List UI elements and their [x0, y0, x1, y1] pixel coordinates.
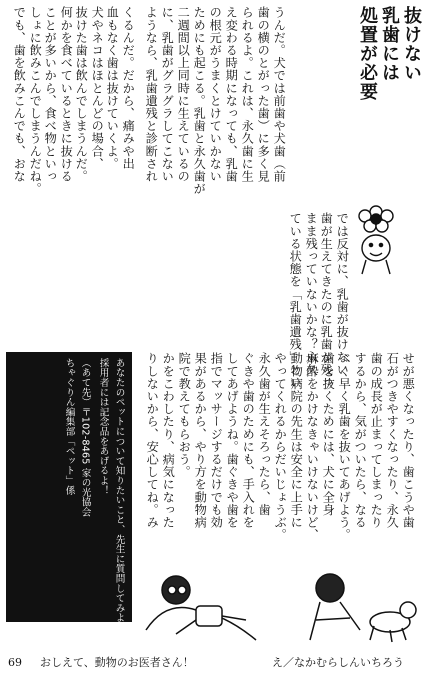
notice-line: （あて先）〒102-8465 家の光協会: [79, 358, 91, 517]
text-column: せが悪くなったり、歯こうや歯: [401, 352, 416, 529]
girl-with-glasses-illustration: [136, 560, 266, 650]
text-column: ことが多いから、食べ物といっ: [43, 6, 58, 183]
notice-line: 採用者には記念品をあげるよ！: [97, 358, 109, 496]
heading-line: 処置が必要: [357, 6, 378, 101]
text-column: りしないから、安心してね。み: [145, 352, 160, 529]
text-column: するから、気がついたら、なる: [353, 352, 368, 529]
text-column: ようなら、乳歯遺残と診断され: [144, 6, 159, 183]
text-column: ている状態を「乳歯遺残」とい: [288, 212, 303, 389]
heading-line: 抜けない: [401, 6, 422, 82]
text-column: 二週間以上同時に生えているの: [176, 6, 191, 183]
text-column: でも、歯を飲みこんでも、おな: [12, 6, 27, 183]
flower-character-illustration: [336, 198, 416, 278]
text-column: 院で教えてもらおう。: [177, 352, 192, 478]
text-column: 麻酔をかけなきゃいけないけど、: [305, 352, 320, 541]
notice-line: ちゃぐりん編集部「ペット」係: [63, 358, 75, 496]
page-number: 69: [8, 656, 22, 669]
text-column: では反対に、乳歯が抜けない: [335, 212, 350, 376]
text-column: 歯が生えてきたのに乳歯が残っ: [319, 212, 334, 389]
text-column: かをこわしたり、病気になった: [161, 352, 176, 529]
text-column: に、乳歯がグラグラしてこない: [160, 6, 175, 183]
text-column: 永久歯が生えそろったら、歯: [257, 352, 272, 516]
notice-line: あなたのペットについて知りたいこと、先生に質問してみよう！: [113, 358, 125, 643]
text-column: 抜けた歯は飲んでしまうんだ。: [74, 6, 89, 183]
text-column: 歯の成長が止まってしまったり: [369, 352, 384, 529]
text-column: 犬やネコはほとんどの場合、: [90, 6, 105, 170]
text-column: られるよ。これは、永久歯に生: [240, 6, 255, 183]
text-column: うんだ。犬では前歯や犬歯（前: [272, 6, 287, 183]
text-column: 歯を抜くためには、犬に全身: [321, 352, 336, 516]
text-column: 歯の横のとがった歯）に多く見: [256, 6, 271, 183]
reader-question-notice: [6, 352, 132, 643]
text-column: え変わる時期になっても、乳歯: [224, 6, 239, 183]
text-column: してあげようね。歯ぐきや歯を: [225, 352, 240, 529]
text-column: 動物病院の先生は安全に上手に: [289, 352, 304, 529]
text-column: の根元がうまくとけていかない: [208, 6, 223, 183]
text-column: べく早く乳歯を抜いてあげよう。: [337, 352, 352, 541]
boy-with-dog-illustration: [290, 560, 424, 650]
text-column: まま残っていないかな？永久: [304, 212, 319, 376]
text-column: 指でマッサージするだけでも効: [209, 352, 224, 529]
text-column: 石がつきやすくなったり、永久: [385, 352, 400, 529]
text-column: 果があるから、やり方を動物病: [193, 352, 208, 529]
text-column: ためにも起こる。乳歯と永久歯が: [192, 6, 207, 195]
heading-line: 乳歯には: [379, 6, 400, 82]
text-column: くるんだ。だから、痛みや出: [121, 6, 136, 170]
text-column: しょに飲みこんでしまうんだね。: [28, 6, 43, 195]
series-title: おしえて、動物のお医者さん！: [40, 656, 194, 669]
text-column: ぐきや歯のためにも、手入れを: [241, 352, 256, 529]
text-column: 何かを食べているときに抜ける: [59, 6, 74, 183]
text-column: やってくれるからだいじょうぶ。: [273, 352, 288, 541]
illustrator-credit: え／なかむらしんいちろう: [272, 656, 404, 669]
text-column: 血もなく歯は抜けていくよ。: [105, 6, 120, 170]
